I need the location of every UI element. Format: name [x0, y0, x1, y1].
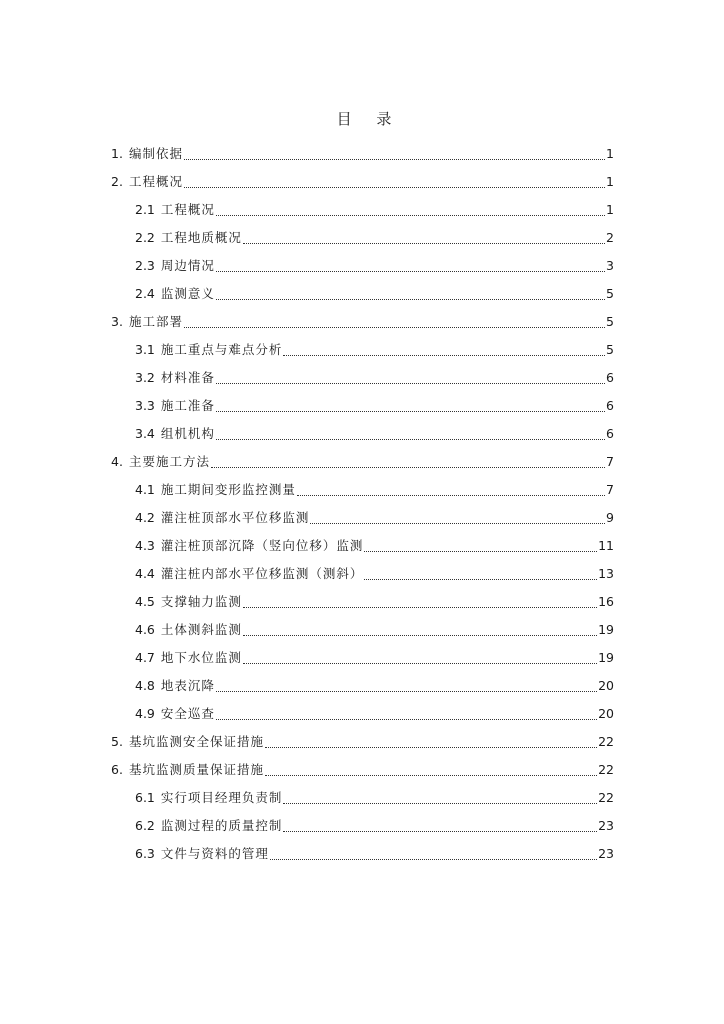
toc-entry[interactable]	[0, 728, 724, 756]
toc-entry-title: 灌注桩内部水平位移监测（测斜）	[160, 566, 364, 581]
toc-entry-title: 编制依据	[128, 146, 183, 161]
toc-entry[interactable]	[0, 756, 724, 784]
toc-entry[interactable]	[0, 812, 724, 840]
toc-entry-title: 基坑监测安全保证措施	[128, 734, 264, 749]
toc-entry[interactable]	[0, 532, 724, 560]
toc-title: 目 录	[336, 110, 402, 128]
toc-entry-page-number: 22	[598, 762, 614, 777]
toc-entry-number: 3.3	[135, 398, 155, 413]
toc-entry-number: 3.1	[135, 342, 155, 357]
toc-entry-number: 2.3	[135, 258, 155, 273]
toc-dot-leader	[310, 522, 605, 524]
toc-entry-title: 周边情况	[160, 258, 215, 273]
toc-entry-title: 施工重点与难点分析	[160, 342, 283, 357]
toc-entry-title: 监测过程的质量控制	[160, 818, 283, 833]
toc-entry-number: 3.	[111, 314, 123, 329]
toc-entry-page-number: 3	[606, 258, 614, 273]
toc-entry-page-number: 23	[598, 846, 614, 861]
toc-entry-page-number: 19	[598, 650, 614, 665]
toc-entry[interactable]	[0, 168, 724, 196]
toc-entry-page-number: 5	[606, 342, 614, 357]
toc-entry-number: 4.	[111, 454, 123, 469]
toc-entry-title: 主要施工方法	[128, 454, 210, 469]
toc-entry-title: 安全巡查	[160, 706, 215, 721]
toc-entry-title: 组机机构	[160, 426, 215, 441]
toc-entry[interactable]	[0, 700, 724, 728]
toc-entry-number: 3.2	[135, 370, 155, 385]
toc-entry[interactable]	[0, 336, 724, 364]
toc-entry[interactable]	[0, 616, 724, 644]
toc-list	[0, 140, 724, 868]
toc-dot-leader	[364, 550, 597, 552]
toc-entry-page-number: 20	[598, 706, 614, 721]
toc-entry-title: 实行项目经理负责制	[160, 790, 283, 805]
toc-dot-leader	[243, 662, 597, 664]
toc-entry-title: 基坑监测质量保证措施	[128, 762, 264, 777]
toc-dot-leader	[216, 690, 597, 692]
toc-entry[interactable]	[0, 560, 724, 588]
toc-entry-page-number: 2	[606, 230, 614, 245]
toc-entry-page-number: 1	[606, 174, 614, 189]
toc-entry-title: 施工准备	[160, 398, 215, 413]
toc-entry[interactable]	[0, 784, 724, 812]
toc-entry-page-number: 22	[598, 734, 614, 749]
toc-dot-leader	[283, 830, 597, 832]
toc-dot-leader	[243, 242, 605, 244]
toc-entry-page-number: 7	[606, 454, 614, 469]
toc-entry-title: 工程概况	[160, 202, 215, 217]
toc-entry-page-number: 6	[606, 426, 614, 441]
toc-entry-title: 地下水位监测	[160, 650, 242, 665]
toc-entry-number: 6.3	[135, 846, 155, 861]
toc-entry-title: 施工部署	[128, 314, 183, 329]
toc-entry-page-number: 13	[598, 566, 614, 581]
toc-entry-title: 工程地质概况	[160, 230, 242, 245]
toc-dot-leader	[216, 410, 605, 412]
toc-dot-leader	[216, 270, 605, 272]
toc-entry-number: 4.9	[135, 706, 155, 721]
toc-entry-title: 灌注桩顶部水平位移监测	[160, 510, 310, 525]
toc-entry-number: 5.	[111, 734, 123, 749]
toc-entry-number: 2.1	[135, 202, 155, 217]
toc-entry[interactable]	[0, 504, 724, 532]
toc-entry[interactable]	[0, 448, 724, 476]
toc-dot-leader	[184, 186, 605, 188]
toc-entry-page-number: 9	[606, 510, 614, 525]
toc-dot-leader	[265, 746, 597, 748]
toc-dot-leader	[184, 326, 605, 328]
toc-entry-title: 材料准备	[160, 370, 215, 385]
toc-entry[interactable]	[0, 420, 724, 448]
toc-entry[interactable]	[0, 672, 724, 700]
toc-entry-number: 4.7	[135, 650, 155, 665]
toc-entry-number: 6.	[111, 762, 123, 777]
toc-dot-leader	[211, 466, 605, 468]
toc-entry-page-number: 7	[606, 482, 614, 497]
toc-entry[interactable]	[0, 140, 724, 168]
toc-entry-number: 3.4	[135, 426, 155, 441]
toc-entry-title: 灌注桩顶部沉降（竖向位移）监测	[160, 538, 364, 553]
toc-entry[interactable]	[0, 280, 724, 308]
toc-dot-leader	[216, 718, 597, 720]
toc-entry[interactable]	[0, 308, 724, 336]
toc-dot-leader	[297, 494, 605, 496]
toc-dot-leader	[216, 382, 605, 384]
toc-entry-number: 4.2	[135, 510, 155, 525]
toc-entry-number: 4.1	[135, 482, 155, 497]
toc-entry-page-number: 6	[606, 370, 614, 385]
toc-entry-number: 4.5	[135, 594, 155, 609]
toc-entry-title: 土体测斜监测	[160, 622, 242, 637]
toc-dot-leader	[364, 578, 597, 580]
toc-dot-leader	[216, 298, 605, 300]
toc-entry-title: 文件与资料的管理	[160, 846, 269, 861]
toc-dot-leader	[270, 858, 597, 860]
toc-entry-title: 支撑轴力监测	[160, 594, 242, 609]
toc-entry-number: 6.1	[135, 790, 155, 805]
toc-dot-leader	[283, 802, 597, 804]
toc-entry-number: 4.3	[135, 538, 155, 553]
toc-entry-page-number: 11	[598, 538, 614, 553]
toc-entry-number: 4.6	[135, 622, 155, 637]
toc-dot-leader	[283, 354, 605, 356]
toc-entry-page-number: 22	[598, 790, 614, 805]
toc-entry[interactable]	[0, 840, 724, 868]
toc-entry-title: 施工期间变形监控测量	[160, 482, 296, 497]
toc-entry-number: 1.	[111, 146, 123, 161]
toc-dot-leader	[216, 438, 605, 440]
toc-entry-title: 工程概况	[128, 174, 183, 189]
toc-entry-number: 4.8	[135, 678, 155, 693]
toc-entry[interactable]	[0, 196, 724, 224]
toc-entry[interactable]	[0, 392, 724, 420]
toc-entry-title: 监测意义	[160, 286, 215, 301]
toc-entry-page-number: 5	[606, 314, 614, 329]
toc-entry-number: 2.2	[135, 230, 155, 245]
toc-entry-number: 2.	[111, 174, 123, 189]
toc-entry-number: 2.4	[135, 286, 155, 301]
toc-dot-leader	[243, 634, 597, 636]
toc-dot-leader	[184, 158, 605, 160]
toc-entry[interactable]	[0, 588, 724, 616]
toc-entry-number: 4.4	[135, 566, 155, 581]
toc-entry-number: 6.2	[135, 818, 155, 833]
toc-entry-page-number: 5	[606, 286, 614, 301]
toc-entry[interactable]	[0, 364, 724, 392]
toc-entry-page-number: 6	[606, 398, 614, 413]
toc-entry-page-number: 1	[606, 146, 614, 161]
toc-entry-page-number: 23	[598, 818, 614, 833]
toc-entry-page-number: 1	[606, 202, 614, 217]
toc-entry-page-number: 16	[598, 594, 614, 609]
toc-dot-leader	[243, 606, 597, 608]
toc-entry-title: 地表沉降	[160, 678, 215, 693]
toc-entry[interactable]	[0, 644, 724, 672]
toc-entry-page-number: 20	[598, 678, 614, 693]
toc-dot-leader	[265, 774, 597, 776]
toc-dot-leader	[216, 214, 605, 216]
toc-entry[interactable]	[0, 224, 724, 252]
toc-entry-page-number: 19	[598, 622, 614, 637]
toc-entry[interactable]	[0, 252, 724, 280]
toc-entry[interactable]	[0, 476, 724, 504]
